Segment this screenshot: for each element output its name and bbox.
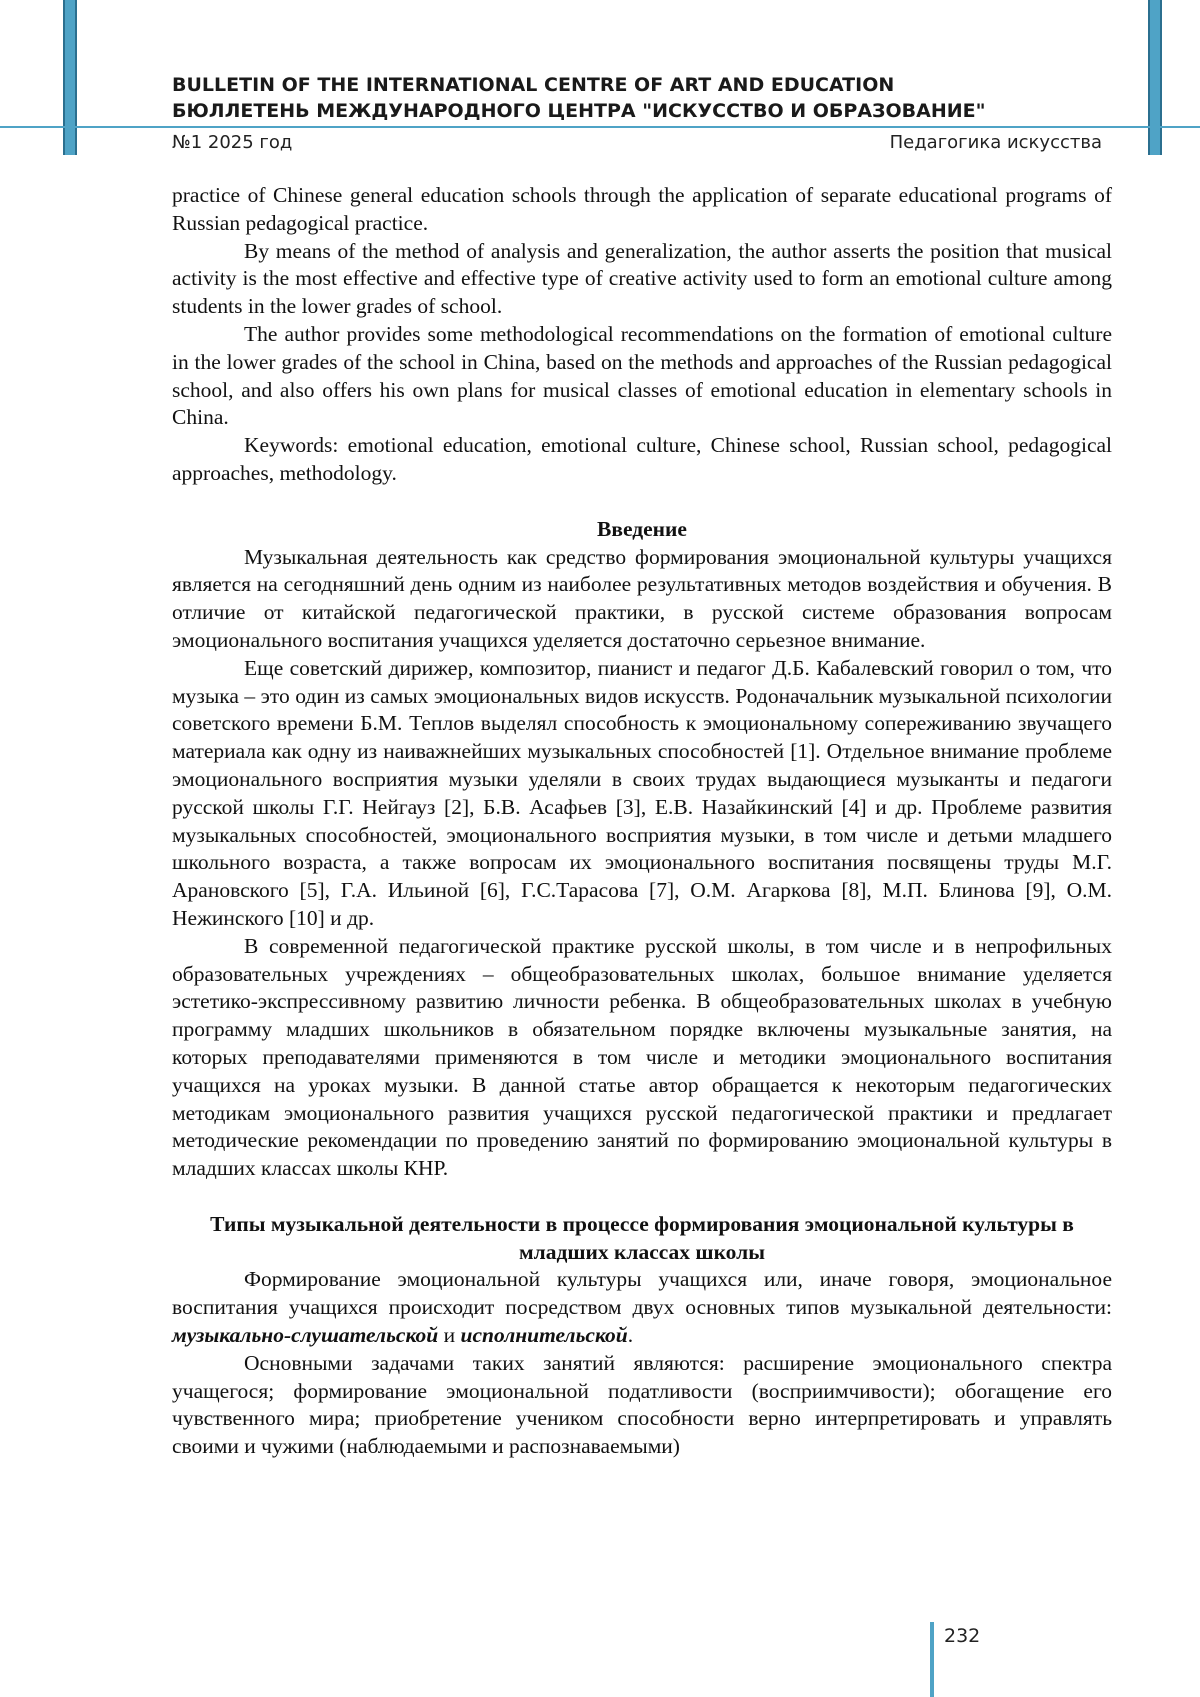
- text-run: .: [627, 1323, 634, 1348]
- body-paragraph: Еще советский дирижер, композитор, пианист и педагог Д.Б. Кабалевский говорил о том, что музыка – это один из самых эмоциональных видов искусств. Родоначальник музыкальной психологии советского времени Б.М. Теплов выделял способность к эмоциональному сопереживанию звучащего материала как одну из наиважнейших музыкальных способностей [1]. Отдельное внимание проблеме эмоционального восприятия музыки уделяли в своих трудах выдающиеся музыканты и педагоги русской школы Г.Г. Нейгауз [2], Б.В. Асафьев [3], Е.В. Назайкинский [4] и др. Проблеме развития музыкальных способностей, эмоционального восприятия музыки, в том числе и детьми младшего школьного возраста, а также вопросам их эмоционального воспитания посвящены труды М.Г. Арановского [5], Г.А. Ильиной [6], Г.С.Тарасова [7], О.М. Агаркова [8], М.П. Блинова [9], О.М. Нежинского [10] и др.: [172, 655, 1112, 930]
- section-name: Педагогика искусства: [889, 132, 1102, 153]
- header-rule: [0, 126, 1200, 128]
- footer-accent-bar: [930, 1622, 934, 1697]
- body-paragraph: Музыкальная деятельность как средство формирования эмоциональной культуры учащихся является на сегодняшний день одним из наиболее результативных методов воздействия и обучения. В отличие от китайской педагогической практики, в русской системе образования вопросам эмоционального воспитания учащихся уделяется достаточно серьезное внимание.: [172, 544, 1112, 652]
- text-run: и: [438, 1323, 461, 1348]
- left-accent-bar: [63, 0, 77, 155]
- article-body: [172, 182, 1112, 1461]
- issue-number: №1 2025 год: [172, 132, 293, 153]
- emphasis-performing: исполнительской: [460, 1323, 628, 1348]
- abstract-paragraph: practice of Chinese general education schools through the application of separate educational programs of Russian pedagogical practice.: [172, 183, 1112, 235]
- body-paragraph: [172, 1266, 1112, 1349]
- section-heading-intro: Введение: [597, 516, 687, 541]
- keywords: Keywords: emotional education, emotional culture, Chinese school, Russian school, pedagogical approaches, methodology.: [172, 433, 1112, 485]
- abstract-paragraph: The author provides some methodological recommendations on the formation of emotional culture in the lower grades of the school in China, based on the methods and approaches of the Russian pedagogical school, and also offers his own plans for musical classes of emotional education in elementary schools in China.: [172, 321, 1112, 430]
- abstract-paragraph: By means of the method of analysis and generalization, the author asserts the position that musical activity is the most effective and effective type of creative activity used to form an emotional culture among students in the lower grades of school.: [172, 238, 1112, 319]
- text-run: Формирование эмоциональной культуры учащихся или, иначе говоря, эмоциональное воспитания учащихся происходит посредством двух основных типов музыкальной деятельности:: [172, 1267, 1112, 1320]
- right-accent-bar: [1148, 0, 1162, 155]
- page-number: 232: [944, 1625, 981, 1647]
- section-heading-types: Типы музыкальной деятельности в процессе формирования эмоциональной культуры в младших классах школы: [210, 1211, 1074, 1264]
- emphasis-listening: музыкально-слушательской: [172, 1323, 439, 1348]
- body-paragraph: В современной педагогической практике русской школы, в том числе и в непрофильных образовательных учреждениях – общеобразовательных школах, большое внимание уделяется эстетико-экспрессивному развитию личности ребенка. В общеобразовательных школах в учебную программу младших школьников в обязательном порядке включены музыкальные занятия, на которых преподавателями применяются в том числе и методики эмоционального воспитания учащихся на уроках музыки. В данной статье автор обращается к некоторым педагогических методикам эмоционального развития учащихся русской педагогической практики и предлагает методические рекомендации по проведению занятий по формированию эмоциональной культуры в младших классах школы КНР.: [172, 933, 1112, 1181]
- journal-title-en: BULLETIN OF THE INTERNATIONAL CENTRE OF ART AND EDUCATION: [172, 74, 895, 96]
- issue-line: [172, 132, 1102, 153]
- journal-header: [172, 72, 1102, 124]
- body-paragraph: Основными задачами таких занятий являются: расширение эмоционального спектра учащегося; формирование эмоциональной податливости (восприимчивости); обогащение его чувственного мира; приобретение учеником способности верно интерпретировать и управлять своими и чужими (наблюдаемыми и распознаваемыми): [172, 1350, 1112, 1459]
- journal-title-ru: БЮЛЛЕТЕНЬ МЕЖДУНАРОДНОГО ЦЕНТРА "ИСКУССТВО И ОБРАЗОВАНИЕ": [172, 100, 986, 122]
